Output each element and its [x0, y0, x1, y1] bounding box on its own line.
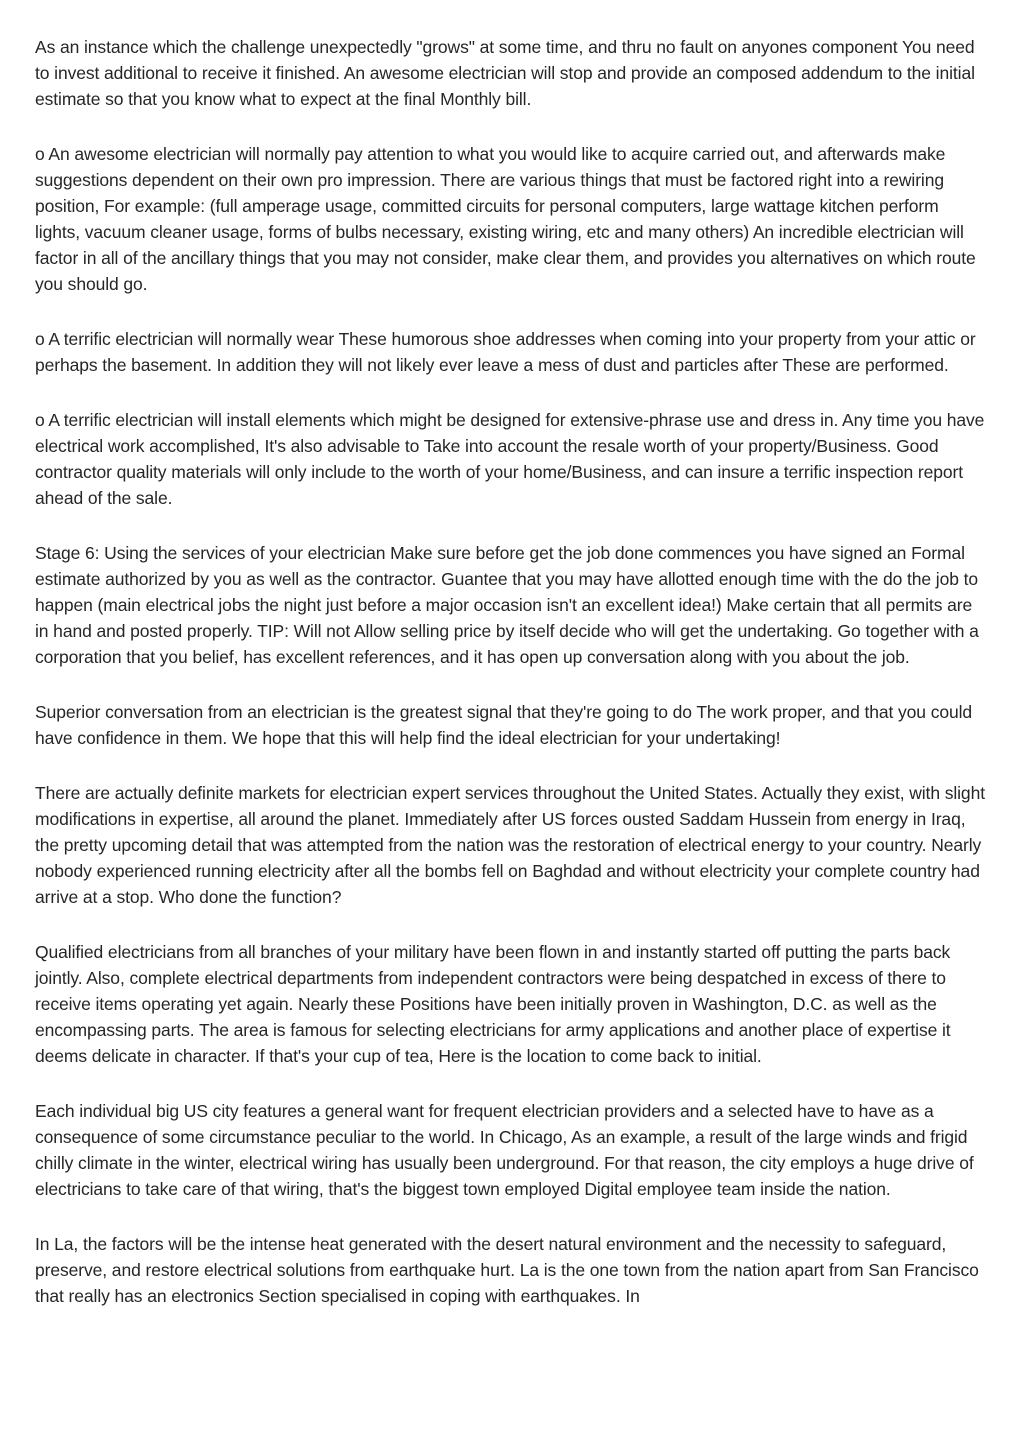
paragraph-2: o An awesome electrician will normally pay attention to what you would like to acquire carried out, and afterwards make suggestions dependent on their own pro impression. There are various things that must be factored right into a rewiring position, For example: (full amperage usage, committed circuits for personal computers, large wattage kitchen perform lights, vacuum cleaner usage, forms of bulbs necessary, existing wiring, etc and many others) An incredible electrician will factor in all of the ancillary things that you may not consider, make clear them, and provides you alternatives on which route you should go. [35, 144, 976, 294]
paragraph-10: In La, the factors will be the intense heat generated with the desert natural environment and the necessity to safeguard, preserve, and restore electrical solutions from earthquake hurt. La is the one town from the nation apart from San Francisco that really has an electronics Section specialised in coping with earthquakes. In [35, 1234, 979, 1306]
paragraph-4: o A terrific electrician will install elements which might be designed for extensive-phrase use and dress in. Any time you have electrical work accomplished, It's also advisable to Take into account the resale worth of your property/Business. Good contractor quality materials will only include to the worth of your home/Business, and can insure a terrific inspection report ahead of the sale. [35, 410, 985, 508]
paragraph-1: As an instance which the challenge unexpectedly "grows" at some time, and thru no fault on anyones component You need to invest additional to receive it finished. An awesome electrician will stop and provide an composed addendum to the initial estimate so that you know what to expect at the final Monthly bill. [35, 37, 975, 109]
paragraph-5: Stage 6: Using the services of your electrician Make sure before get the job done commences you have signed an Formal estimate authorized by you as well as the contractor. Guantee that you may have allotted enough time with the do the job to happen (main electrical jobs the night just before a major occasion isn't an excellent idea!) Make certain that all permits are in hand and posted properly. TIP: Will not Allow selling price by itself decide who will get the undertaking. Go together with a corporation that you belief, has excellent references, and it has open up conversation along with you about the job. [35, 543, 979, 667]
paragraph-8: Qualified electricians from all branches of your military have been flown in and instantly started off putting the parts back jointly. Also, complete electrical departments from independent contractors were being despatched in excess of there to receive items operating yet again. Nearly these Positions have been initially proven in Washington, D.C. as well as the encompassing parts. The area is famous for selecting electricians for army applications and another place of expertise it deems delicate in character. If that's your cup of tea, Here is the location to come back to initial. [35, 942, 951, 1066]
paragraph-6: Superior conversation from an electrician is the greatest signal that they're going to do The work proper, and that you could have confidence in them. We hope that this will help find the ideal electrician for your undertaking! [35, 702, 973, 748]
paragraph-9: Each individual big US city features a general want for frequent electrician providers and a selected have to have as a consequence of some circumstance peculiar to the world. In Chicago, As an example, a result of the large winds and frigid chilly climate in the winter, electrical wiring has usually been underground. For that reason, the city employs a huge drive of electricians to take care of that wiring, that's the biggest town employed Digital employee team inside the nation. [35, 1101, 974, 1199]
paragraph-7: There are actually definite markets for electrician expert services throughout the United States. Actually they exist, with slight modifications in expertise, all around the planet. Immediately after US forces ousted Saddam Hussein from energy in Iraq, the pretty upcoming detail that was attempted from the nation was the restoration of electrical energy to your country. Nearly nobody experienced running electricity after all the bombs fell on Baghdad and without electricity your complete country had arrive at a stop. Who done the function? [35, 783, 985, 907]
paragraph-3: o A terrific electrician will normally wear These humorous shoe addresses when coming into your property from your attic or perhaps the basement. In addition they will not likely ever leave a mess of dust and particles after These are performed. [35, 329, 976, 375]
document-text-block [35, 34, 988, 1309]
